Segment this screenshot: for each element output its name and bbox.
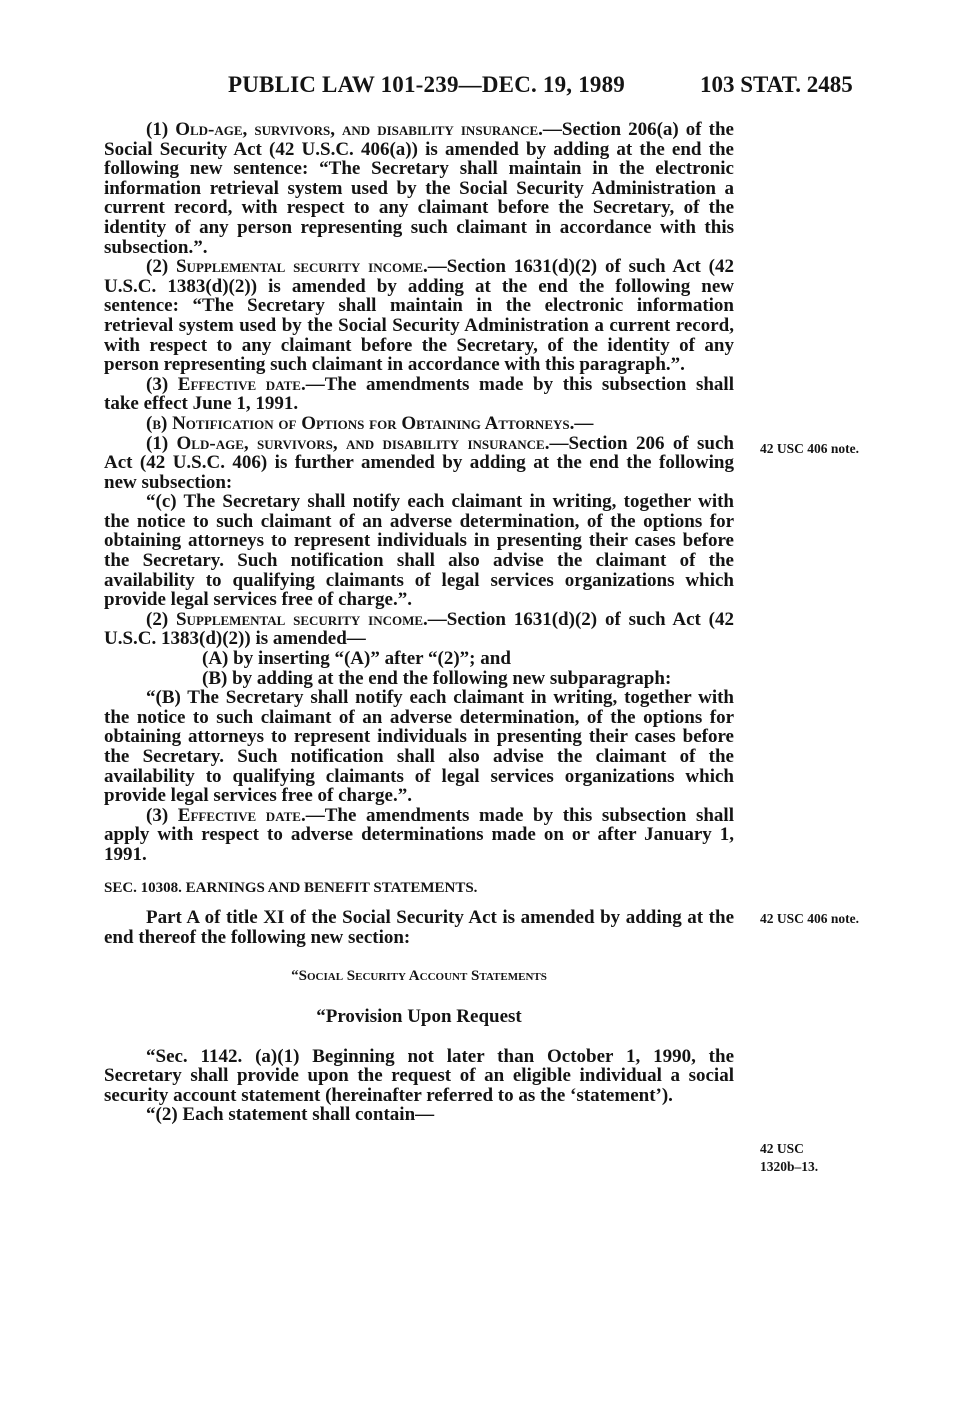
social-security-statements-heading: “Social Security Account Statements: [291, 968, 547, 985]
paragraph-b2-ssi: (2) Supplemental security income.—Section 1631(d)(2) of such Act (42 U.S.C. 1383(d)(2)) is amended—: [104, 608, 735, 650]
section-1142-paragraph: “Sec. 1142. (a)(1) Beginning not later than October 1, 1990, the Secretary shall provide upon the request of an eligible individual a social security account statement (hereinafter referred to as the ‘statement’).: [104, 1045, 734, 1106]
page-header: [0, 72, 956, 102]
document-body: [104, 120, 734, 1125]
paragraph-b3-effective-date: (3) Effective date.—The amendments made by this subsection shall apply with respect to adverse determinations made on or after January 1, 1991.: [104, 804, 734, 865]
each-statement-paragraph: “(2) Each statement shall contain—: [146, 1104, 435, 1126]
quoted-subsection-c: “(c) The Secretary shall notify each claimant in writing, together with the notice to such claimant of an adverse determination, of the options for obtaining attorneys to represent individuals in presenting their cases before the Secretary. Such notification shall also advise the claimant of the availability to qualifying claimants of legal services organizations which provide legal services free of charge.”.: [104, 491, 734, 611]
paragraph-2-ssi: (2) Supplemental security income.—Section 1631(d)(2) of such Act (42 U.S.C. 1383(d)(2)) is amended by adding at the end the following new sentence: “The Secretary shall maintain in the electronic information retrieval system used by the Social Security Administration a current record, with respect to any claimant before the Secretary, of the identity of any person representing such claimant in accordance with this paragraph.”.: [104, 256, 735, 376]
header-stat-page: 103 STAT. 2485: [700, 72, 853, 97]
provision-upon-request-heading: “Provision Upon Request: [316, 1005, 522, 1027]
margin-note-3: [760, 1140, 818, 1176]
header-title: PUBLIC LAW 101-239—DEC. 19, 1989: [228, 72, 626, 97]
margin-note-3-line-2: 1320b–13.: [760, 1159, 819, 1174]
paragraph-1-oasdi: (1) Old-age, survivors, and disability insurance.—Section 206(a) of the Social Security Act (42 U.S.C. 406(a)) is amended by adding at the end the following new sentence: “The Secretary shall maintain in the electronic information retrieval system used by the Social Security Administration a current record, with respect to any claimant before the Secretary, of the identity of any person representing such claimant in accordance with this subsection.”.: [104, 119, 734, 258]
margin-note-1: 42 USC 406 note.: [760, 441, 860, 456]
section-heading: SEC. 10308. EARNINGS AND BENEFIT STATEMENTS.: [104, 879, 478, 896]
part-a-paragraph: Part A of title XI of the Social Security Act is amended by adding at the end thereof the following new section:: [104, 907, 734, 948]
margin-note-2: 42 USC 406 note.: [760, 911, 860, 926]
clause-b: (B) by adding at the end the following new subparagraph:: [202, 667, 672, 689]
clause-a: (A) by inserting “(A)” after “(2)”; and: [202, 648, 511, 670]
paragraph-b1-oasdi: (1) Old-age, survivors, and disability insurance.—Section 206 of such Act (42 U.S.C. 406) is further amended by adding at the end the following new subsection:: [104, 432, 734, 493]
subsection-b-heading: (b) Notification of Options for Obtaining Attorneys.—: [146, 412, 594, 434]
quoted-subparagraph-b: “(B) The Secretary shall notify each claimant in writing, together with the notice to such claimant of an adverse determination, of the options for obtaining attorneys to represent individuals in presenting their cases before the Secretary. Such notification shall also advise the claimant of the availability to qualifying claimants of legal services organizations which provide legal services free of charge.”.: [104, 687, 734, 807]
margin-note-3-line-1: 42 USC: [760, 1141, 804, 1156]
paragraph-3-effective-date: (3) Effective date.—The amendments made by this subsection shall take effect June 1, 1991.: [104, 373, 734, 415]
